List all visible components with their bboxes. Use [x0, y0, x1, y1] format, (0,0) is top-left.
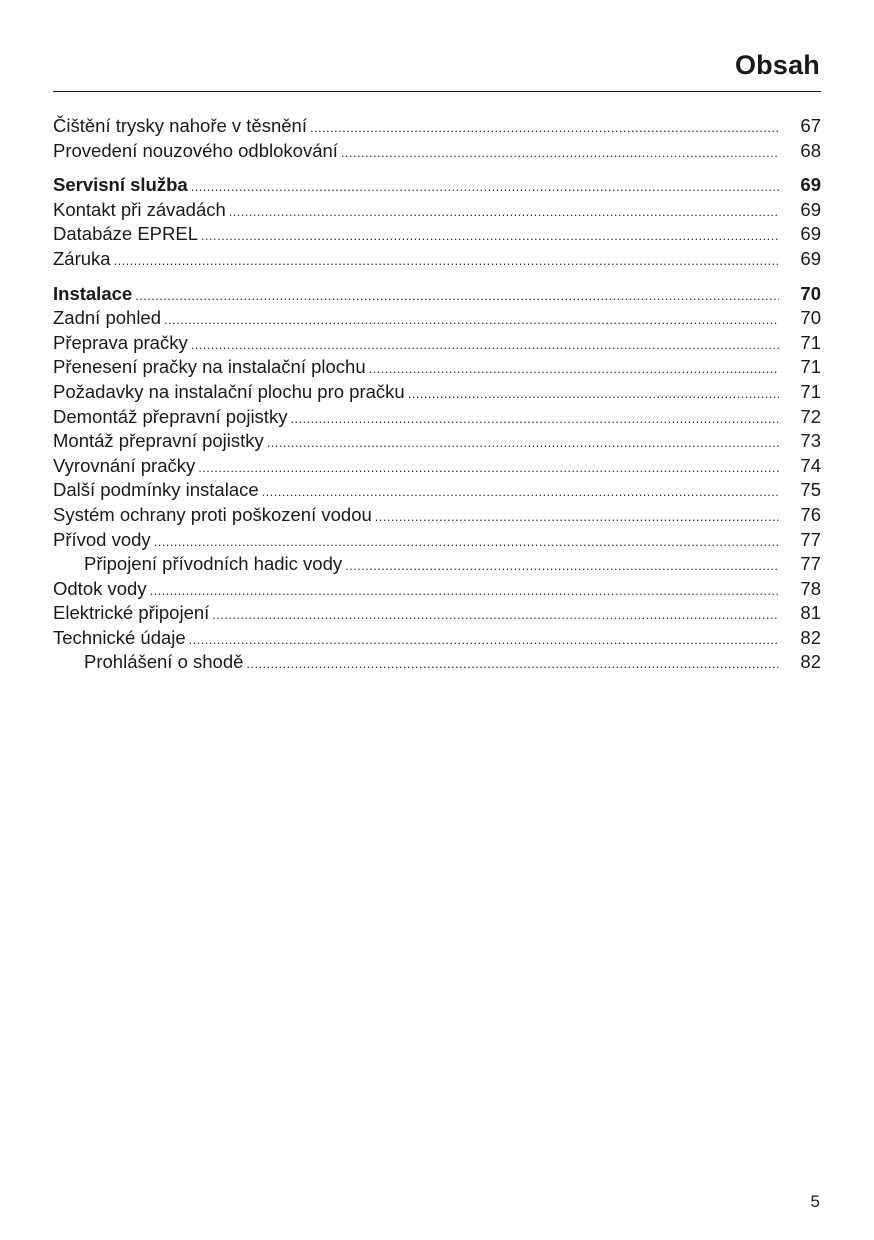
- page-title: Obsah: [734, 50, 820, 80]
- toc-dot-leader: [150, 579, 779, 604]
- toc-entry[interactable]: [53, 454, 821, 479]
- toc-entry-title: Kontakt při závadách: [53, 198, 226, 220]
- toc-entry-title: Přenesení pračky na instalační plochu: [53, 356, 366, 378]
- toc-entry-page: 69: [800, 247, 821, 269]
- toc-dot-leader: [341, 141, 779, 166]
- toc-entry-page: 71: [800, 356, 821, 378]
- toc-dot-leader: [262, 480, 779, 505]
- toc-entry-page: 69: [800, 174, 821, 196]
- toc-dot-leader: [229, 200, 779, 225]
- toc-dot-leader: [345, 554, 779, 579]
- toc-section: [53, 114, 821, 163]
- toc-entry-title: Zadní pohled: [53, 307, 162, 329]
- toc-dot-leader: [267, 431, 779, 456]
- toc-entry-page: 69: [800, 223, 821, 245]
- toc-dot-leader: [164, 308, 779, 333]
- toc-entry[interactable]: [53, 222, 821, 247]
- toc-entry-page: 68: [800, 139, 821, 161]
- toc-dot-leader: [246, 652, 779, 677]
- toc-entry[interactable]: [53, 380, 821, 405]
- toc-entry-page: 71: [800, 380, 821, 402]
- toc-entry-title: Montáž přepravní pojistky: [53, 430, 264, 452]
- header-rule: [53, 91, 821, 92]
- toc-entry-page: 77: [800, 528, 821, 550]
- toc-section: [53, 173, 821, 271]
- toc-dot-leader: [154, 530, 779, 555]
- toc-entry-title: Servisní služba: [53, 174, 188, 196]
- toc-entry-title: Další podmínky instalace: [53, 479, 259, 501]
- toc-entry[interactable]: [53, 528, 821, 553]
- toc-entry-page: 82: [800, 626, 821, 648]
- toc-entry-page: 76: [800, 503, 821, 525]
- toc-entry[interactable]: [53, 331, 821, 356]
- toc-entry-title: Elektrické připojení: [53, 602, 210, 624]
- toc-entry-title: Přívod vody: [53, 528, 151, 550]
- toc-entry-title: Přeprava pračky: [53, 331, 188, 353]
- toc-entry-page: 78: [800, 577, 821, 599]
- toc-entry[interactable]: [53, 429, 821, 454]
- toc-entry[interactable]: [53, 503, 821, 528]
- toc-entry[interactable]: [53, 650, 821, 675]
- toc-dot-leader: [310, 116, 779, 141]
- toc-entry-title: Požadavky na instalační plochu pro pračku: [53, 380, 405, 402]
- toc-entry-title: Demontáž přepravní pojistky: [53, 405, 288, 427]
- toc-dot-leader: [191, 333, 779, 358]
- toc-dot-leader: [198, 456, 779, 481]
- toc-dot-leader: [408, 382, 779, 407]
- toc-dot-leader: [191, 175, 779, 200]
- toc-section: [53, 282, 821, 676]
- toc-entry[interactable]: [53, 306, 821, 331]
- toc-entry-page: 77: [800, 553, 821, 575]
- toc-entry-page: 69: [800, 198, 821, 220]
- toc-dot-leader: [135, 284, 779, 309]
- toc-entry-page: 74: [800, 454, 821, 476]
- table-of-contents: [53, 114, 821, 685]
- toc-entry-page: 82: [800, 651, 821, 673]
- toc-entry-page: 71: [800, 331, 821, 353]
- toc-entry[interactable]: [53, 552, 821, 577]
- page-number: 5: [810, 1192, 820, 1211]
- toc-entry[interactable]: [53, 173, 821, 198]
- toc-entry[interactable]: [53, 601, 821, 626]
- toc-dot-leader: [114, 249, 779, 274]
- toc-entry[interactable]: [53, 139, 821, 164]
- toc-dot-leader: [201, 224, 779, 249]
- toc-entry-title: Záruka: [53, 247, 111, 269]
- toc-entry-title: Technické údaje: [53, 626, 186, 648]
- toc-entry[interactable]: [53, 247, 821, 272]
- toc-entry-page: 70: [800, 282, 821, 304]
- toc-entry-title: Databáze EPREL: [53, 223, 199, 245]
- toc-entry-page: 75: [800, 479, 821, 501]
- toc-entry[interactable]: [53, 626, 821, 651]
- toc-entry-title: Prohlášení o shodě: [84, 651, 244, 673]
- toc-entry-page: 72: [800, 405, 821, 427]
- toc-entry-page: 73: [800, 430, 821, 452]
- toc-entry-page: 81: [800, 602, 821, 624]
- toc-entry[interactable]: [53, 355, 821, 380]
- toc-entry-title: Čištění trysky nahoře v těsnění: [53, 115, 307, 136]
- toc-dot-leader: [212, 603, 779, 628]
- toc-entry[interactable]: [53, 114, 821, 139]
- toc-entry[interactable]: [53, 282, 821, 307]
- toc-dot-leader: [369, 357, 779, 382]
- toc-entry[interactable]: [53, 198, 821, 223]
- toc-entry-title: Systém ochrany proti poškození vodou: [53, 503, 372, 525]
- toc-dot-leader: [290, 407, 779, 432]
- toc-dot-leader: [375, 505, 779, 530]
- toc-entry[interactable]: [53, 577, 821, 602]
- toc-entry-title: Instalace: [53, 282, 133, 304]
- toc-dot-leader: [189, 628, 779, 653]
- toc-entry[interactable]: [53, 405, 821, 430]
- toc-entry-title: Provedení nouzového odblokování: [53, 139, 338, 161]
- toc-entry-title: Odtok vody: [53, 577, 147, 599]
- toc-entry-title: Vyrovnání pračky: [53, 454, 196, 476]
- toc-entry[interactable]: [53, 478, 821, 503]
- toc-entry-page: 70: [800, 307, 821, 329]
- toc-entry-title: Připojení přívodních hadic vody: [84, 553, 343, 575]
- toc-entry-page: 67: [800, 115, 821, 136]
